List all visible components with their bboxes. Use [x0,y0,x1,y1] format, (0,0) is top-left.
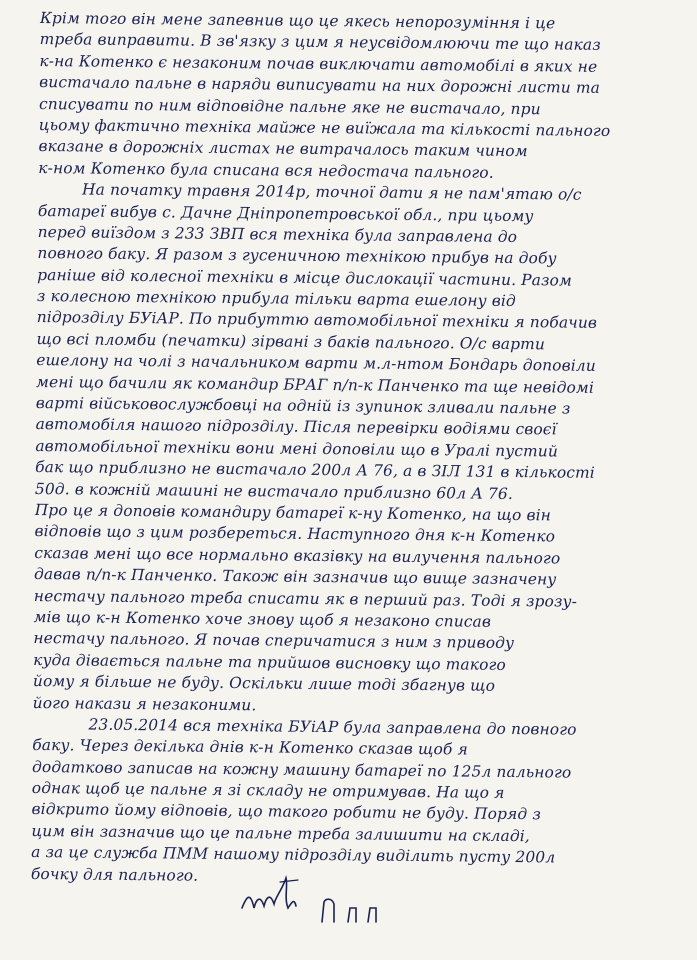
text-line: к-ном Котенко була списана вся недостача пального. [38,158,494,182]
text-line: відповів що з цим розбереться. Наступного дня к-н Котенко [34,522,556,546]
text-line: нестачу пального треба списати як в перший раз. Тоді я зрозу- [33,586,578,611]
text-line: На початку травня 2014р, точної дати я не пам'ятаю о/с [82,180,582,204]
text-line: вказане в дорожніх листах не витрачалось таким чином [38,137,528,161]
text-line: підрозділу БУіАР. По прибуттю автомобільної техніки я побачив [36,308,598,333]
text-line: мів що к-н Котенко хоче знову щоб я незаконо списав [33,607,492,631]
text-line: однак щоб це пальне я зі складу не отримував. На що я [31,779,505,802]
text-line: додатково записав на кожну машину батареї по 125л пального [31,757,572,782]
text-line: перед виїздом з 233 ЗВП вся техніка була заправлена до [37,222,518,246]
text-line: треба виправити. В зв'язку з цим я неусвідомлюючи те що наказ [39,30,601,55]
text-line: 50д. в кожній машині не вистачало приблизно 60л А 76. [34,479,514,503]
text-line: баку. Через декілька днів к-н Котенко сказав щоб я [32,736,469,759]
text-line: його накази я незаконими. [32,693,257,714]
text-line: повного баку. Я разом з гусеничною технікою прибув на добу [37,244,557,268]
text-line: бочку для пального. [30,864,199,885]
text-line: батареї вибув с. Дачне Дніпропетровської обл., при цьому [37,201,534,225]
text-line: к-на Котенко є незаконим почав виключати автомобілі в яких не [39,51,598,76]
text-line: з колесною технікою прибула тільки варта ешелону від [36,287,516,311]
text-line: автомобільної техніки вони мені доповіли що в Уралі пустий [35,436,559,461]
handwritten-text-block [31,8,685,892]
text-line: давав п/п-к Панченко. Також він зазначив що вище зазначену [33,565,557,589]
text-line: списувати по ним відповідне пальне яке не вистачало, при [38,94,541,118]
text-line: варті військовослужбовці на одній із зупинок зливали пальне з [35,394,571,418]
text-line: а за це служба ПММ нашому підрозділу виділить пусту 200л [31,843,556,867]
text-line: куда дівається пальне та прийшов висновку що такого [33,650,506,674]
text-line: що всі пломби (печатки) зірвані з баків пального. О/с варти [36,329,546,354]
signature [236,868,396,928]
text-line: нестачу пального. Я почав сперичатися з ним з приводу [33,629,515,653]
text-line: автомобіля нашого підрозділу. Після перевірки водіями своєї [35,415,557,439]
text-line: цьому фактично техніка майже не виїжала та кількості пального [38,115,611,140]
text-line: йому я більше не буду. Оскільки лише тоді збагнув що [32,672,496,695]
text-line: 23.05.2014 вся техніка БУіАР була заправлена до повного [88,715,577,739]
signature-mark [236,868,396,928]
text-line: сказав мені що все нормально вказівку на вилучення пального [34,543,561,568]
text-line: відкрито йому відповів, що такого робити не буду. Поряд з [31,800,542,824]
text-line: мені що бачили як командир БРАГ п/п-к Панченко та ще невідомі [35,372,595,397]
text-line: цим він зазначив що це пальне треба залишити на складі, [31,821,530,846]
text-line: раніше від колесної техніки в місце дислокації частини. Разом [37,265,573,290]
text-line: ешелону на чолі з начальником варти м.л-нтом Бондарь доповіли [36,351,596,376]
text-line: Крім того він мене запевнив що це якесь непорозуміння і це [39,8,556,33]
text-line: Про це я доповів командиру батареї к-ну Котенко, на що він [34,500,552,525]
text-line: бак що приблизно не вистачало 200л А 76, а в ЗІЛ 131 в кількості [35,458,595,483]
text-line: вистачало пальне в наряди виписувати на них дорожні листи та [39,73,601,98]
